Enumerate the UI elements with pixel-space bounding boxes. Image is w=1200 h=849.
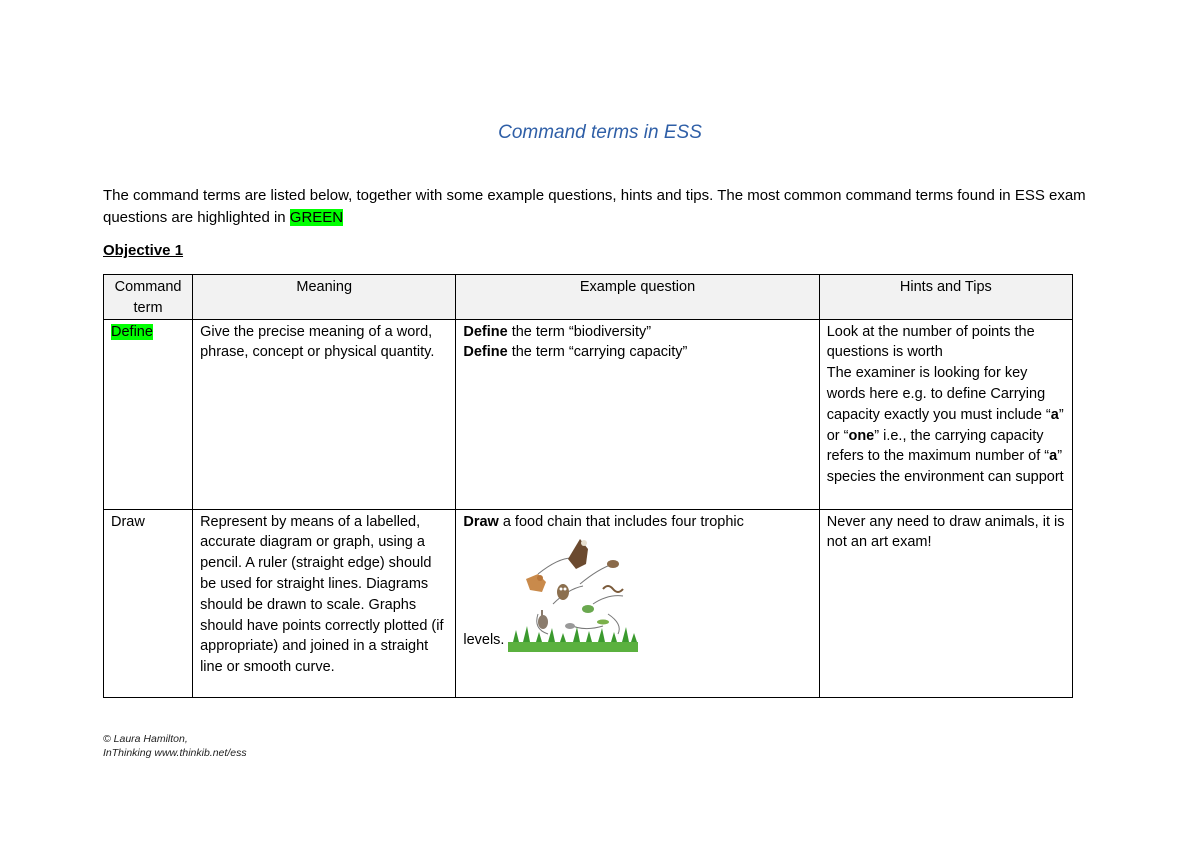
owl-icon — [557, 584, 569, 600]
example-cell — [456, 509, 819, 697]
example-line — [463, 322, 811, 343]
objective-heading: Objective 1 — [103, 242, 184, 259]
hints-cell — [819, 319, 1072, 509]
hint-keyword: one — [848, 427, 875, 444]
hint-keyword: a — [1049, 448, 1058, 465]
header-command-term: Command term — [104, 275, 193, 320]
footer-credits — [103, 732, 247, 760]
grasshopper-icon — [597, 620, 609, 625]
bird-icon — [607, 560, 619, 568]
header-hints-tips: Hints and Tips — [819, 275, 1072, 320]
footer-source: InThinking www.thinkib.net/ess — [103, 747, 247, 759]
hints-cell: Never any need to draw animals, it is not an art exam! — [819, 509, 1072, 697]
hint-line: Look at the number of points the questions is worth — [826, 323, 1035, 361]
eagle-icon — [568, 539, 588, 569]
header-meaning: Meaning — [193, 275, 456, 320]
example-text-end: levels. — [463, 631, 505, 648]
example-text: the term “carrying capacity” — [507, 344, 688, 361]
snake-icon — [603, 586, 623, 592]
command-terms-table — [103, 274, 1073, 698]
hint-text: ” or “ — [826, 406, 1064, 444]
example-keyword: Define — [463, 344, 508, 361]
intro-paragraph — [103, 185, 1103, 229]
green-highlight: GREEN — [289, 209, 344, 226]
frog-icon — [582, 605, 594, 613]
term-cell — [104, 319, 193, 509]
table-header-row — [104, 275, 1073, 320]
table-row — [104, 319, 1073, 509]
page-title: Command terms in ESS — [498, 122, 702, 143]
mouse-icon — [565, 623, 575, 629]
food-web-illustration — [508, 534, 638, 652]
rabbit-icon — [538, 610, 548, 629]
meaning-cell: Represent by means of a labelled, accurate diagram or graph, using a pencil. A ruler (straight edge) should be used for straight lines. Diagrams should be drawn to scale. Graphs should have points correctly plotted (if appropriate) and joined in a straight line or smooth curve. — [193, 509, 456, 697]
example-cell — [456, 319, 819, 509]
example-line — [463, 342, 811, 363]
example-keyword: Draw — [463, 513, 499, 530]
grass-illustration — [508, 626, 638, 652]
example-line — [463, 512, 811, 533]
term-cell: Draw — [104, 509, 193, 697]
food-web-figure-wrap — [463, 534, 811, 652]
footer-copyright: © Laura Hamilton, — [103, 733, 188, 745]
hint-text: ” species the environment can support — [826, 448, 1064, 486]
example-keyword: Define — [463, 323, 508, 340]
hint-text: ” i.e., the carrying capacity refers to the maximum number of “ — [826, 427, 1050, 465]
meaning-cell: Give the precise meaning of a word, phrase, concept or physical quantity. — [193, 319, 456, 509]
intro-text: The command terms are listed below, together with some example questions, hints and tips. The most common command terms found in ESS exam questions are highlighted in — [103, 187, 1086, 226]
term-define: Define — [111, 323, 153, 340]
hint-keyword: a — [1050, 406, 1059, 423]
header-example-question: Example question — [456, 275, 819, 320]
example-text: the term “biodiversity” — [507, 323, 652, 340]
hint-line — [827, 363, 1065, 488]
hint-text: The examiner is looking for key words here e.g. to define Carrying capacity exactly you must include “ — [826, 365, 1051, 423]
example-text: a food chain that includes four trophic — [498, 513, 744, 530]
table-row — [104, 509, 1073, 697]
fox-icon — [526, 574, 546, 592]
